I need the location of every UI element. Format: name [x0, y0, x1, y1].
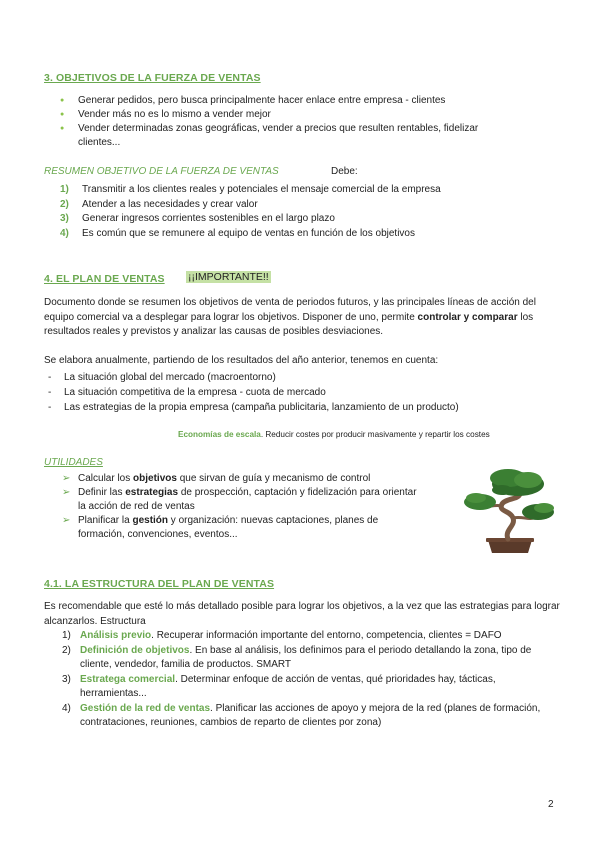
summary-debe: Debe:: [331, 166, 358, 177]
bonsai-tree-icon: [458, 460, 562, 556]
plan-intro-paragraph: Documento donde se resumen los objetivos de venta de periodos futuros, y las principales líneas de acción del equipo comercial va a desplegar para lograr los objetivos. Disponer de uno, permite controlar y comparar los resultados reales y previstos y analizar las causas de posibles desviaciones.: [44, 297, 536, 337]
list-item: 3) Generar ingresos corrientes sostenibles en el largo plazo: [60, 213, 335, 224]
important-badge: ¡¡IMPORTANTE!!: [188, 271, 269, 283]
list-item: - La situación competitiva de la empresa - cuota de mercado: [44, 385, 564, 400]
list-item: ➢ Planificar la gestión y organización: nuevas captaciones, planes de formación, convenciones, eventos...: [60, 514, 420, 542]
list-item: 4) Es común que se remunere al equipo de ventas en función de los objetivos: [60, 227, 415, 239]
structure-intro: Es recomendable que esté lo más detallado posible para lograr los objetivos, a la vez que las estrategias para lograr alcanzarlos. Estructura: [44, 601, 560, 627]
utilidades-title: UTILIDADES: [44, 457, 103, 468]
section-4-1-title: 4.1. LA ESTRUCTURA DEL PLAN DE VENTAS: [44, 578, 275, 590]
summary-title: RESUMEN OBJETIVO DE LA FUERZA DE VENTAS: [44, 166, 279, 177]
section-4-title: 4. EL PLAN DE VENTAS: [44, 273, 165, 285]
section-3-bullets: [60, 94, 540, 150]
list-item: - La situación global del mercado (macroentorno): [44, 370, 564, 385]
list-item: ● Vender más no es lo mismo a vender mejor: [60, 108, 540, 122]
list-item: 4) Gestión de la red de ventas. Planificar las acciones de apoyo y mejora de la red (planes de formación, contrataciones, reuniones, cambios de reparto de clientes por zona): [62, 702, 541, 728]
list-item: ● Generar pedidos, pero busca principalmente hacer enlace entre empresa - clientes: [60, 94, 540, 108]
list-item: ➢ Definir las estrategias de prospección, captación y fidelización para orientar la acción de red de ventas: [60, 486, 420, 514]
list-item: ● Vender determinadas zonas geográficas, vender a precios que resulten rentables, fidelizar clientes...: [60, 122, 540, 150]
list-item: 2) Definición de objetivos. En base al análisis, los definimos para el periodo detallando la zona, tipo de cliente, vendedor, familia de productos. SMART: [62, 644, 532, 670]
plan-considerations-list: [44, 370, 564, 415]
list-item: ➢ Calcular los objetivos que sirvan de guía y mecanismo de control: [60, 472, 420, 486]
list-item: 1) Transmitir a los clientes reales y potenciales el mensaje comercial de la empresa: [60, 184, 441, 195]
economies-note: Economías de escala. Reducir costes por producir masivamente y repartir los costes: [178, 430, 490, 439]
page-number: 2: [548, 799, 554, 810]
list-item: 2) Atender a las necesidades y crear valor: [60, 198, 258, 210]
section-3-title: 3. OBJETIVOS DE LA FUERZA DE VENTAS: [44, 72, 261, 84]
utilidades-list: [60, 472, 420, 542]
list-item: 1) Análisis previo. Recuperar información importante del entorno, competencia, clientes = DAFO: [62, 630, 502, 641]
plan-annual-paragraph: Se elabora anualmente, partiendo de los resultados del año anterior, tenemos en cuenta:: [44, 355, 439, 366]
list-item: 3) Estratega comercial. Determinar enfoque de acción de ventas, qué prioridades hay, tácticas, herramientas...: [62, 673, 496, 699]
structure-list: [44, 629, 560, 731]
list-item: - Las estrategias de la propia empresa (campaña publicitaria, lanzamiento de un producto): [44, 400, 564, 415]
summary-list: [60, 183, 560, 241]
